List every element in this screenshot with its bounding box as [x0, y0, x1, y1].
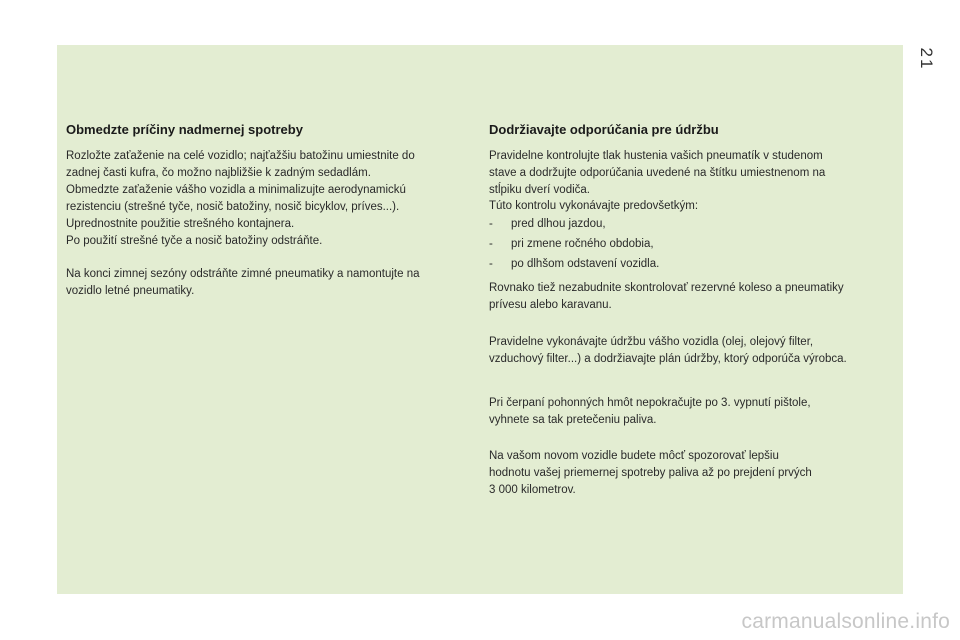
right-paragraph-maintenance: Pravidelne vykonávajte údržbu vášho vozidla (olej, olejový filter, vzduchový filter...) a dodržiavajte plán údržby, ktorý odporúča výrobca. [489, 336, 847, 365]
list-dash: - [489, 218, 493, 230]
list-dash: - [489, 238, 493, 250]
right-heading: Dodržiavajte odporúčania pre údržbu [489, 122, 719, 137]
list-item [489, 234, 899, 254]
check-list [489, 214, 899, 274]
left-heading: Obmedzte príčiny nadmernej spotreby [66, 122, 303, 137]
left-paragraph-tyres: Na konci zimnej sezóny odstráňte zimné pneumatiky a namontujte na vozidlo letné pneumatiky. [66, 268, 420, 297]
list-dash: - [489, 258, 493, 270]
page-number: 21 [917, 47, 936, 71]
right-paragraph-check: Túto kontrolu vykonávajte predovšetkým: [489, 200, 699, 212]
watermark: carmanualsonline.info [741, 610, 950, 633]
list-item-text: pred dlhou jazdou, [511, 218, 606, 230]
list-item [489, 214, 899, 234]
right-paragraph-fuel: Pri čerpaní pohonných hmôt nepokračujte po 3. vypnutí pištole, vyhnete sa tak pretečeniu paliva. [489, 397, 811, 426]
list-item-text: po dlhšom odstavení vozidla. [511, 258, 660, 270]
left-paragraph-load: Rozložte zaťaženie na celé vozidlo; najťažšiu batožinu umiestnite do zadnej časti kufra, čo možno najbližšie k zadným sedadlám. Obmedzte zaťaženie vášho vozidla a minimalizujte aerodynamickú rezistenciu (strešné tyče, nosič batožiny, nosič bicyklov, príves...). Uprednostnite použitie strešného kontajnera. Po použití strešné tyče a nosič batožiny odstráňte. [66, 150, 415, 247]
right-paragraph-spare: Rovnako tiež nezabudnite skontrolovať rezervné koleso a pneumatiky prívesu alebo karavanu. [489, 282, 844, 311]
left-column [66, 121, 471, 300]
right-column [489, 121, 899, 499]
list-item-text: pri zmene ročného obdobia, [511, 238, 654, 250]
list-item [489, 254, 899, 274]
right-paragraph-consumption: Na vašom novom vozidle budete môcť spozorovať lepšiu hodnotu vašej priemernej spotreby paliva až po prejdení prvých 3 000 kilometrov. [489, 450, 812, 496]
right-paragraph-pressure: Pravidelne kontrolujte tlak hustenia vašich pneumatík v studenom stave a dodržujte odporúčania uvedené na štítku umiestnenom na stĺpiku dverí vodiča. [489, 150, 826, 196]
